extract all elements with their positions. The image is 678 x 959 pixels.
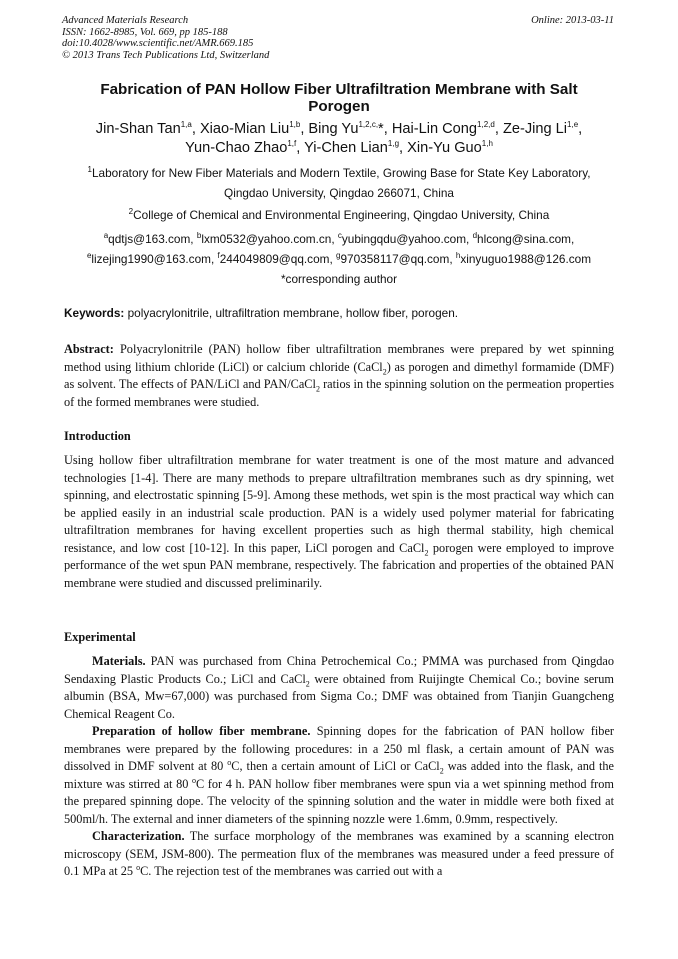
author-name: Yi-Chen Lian [304,140,388,156]
subscript: 2 [439,766,444,776]
abstract-text: ) as porogen and dimethyl formamide (DMF) as solvent. The effects of PAN/LiCl and PAN/CaCl [64,359,614,391]
author-name: Bing Yu [308,121,359,137]
affiliation-sup: 2 [128,207,134,217]
introduction-body [64,452,614,592]
subscript: 2 [305,678,310,688]
email-g[interactable]: 970358117@qq.com, [340,252,453,266]
preparation-text: C, then a certain amount of LiCl or CaCl [231,759,440,773]
author-name: Xin-Yu Guo [407,140,482,156]
title-line-2: Porogen [308,98,370,115]
paper-title [62,81,616,115]
degree-sup: o [191,775,196,785]
introduction-text: porogen were employed to improve performance of the wet spun PAN membrane, respectively. The fabrication and properties of the obtained PAN membrane were studied and discussed preliminarily. [64,540,614,590]
email-c[interactable]: yubingqdu@yahoo.com, [341,232,470,246]
preparation-label: Preparation of hollow fiber membrane. [92,724,311,738]
author-name: Jin-Shan Tan [95,121,181,137]
abstract-label: Abstract: [64,342,114,356]
degree-sup: o [136,862,141,872]
email-f[interactable]: 244049809@qq.com, [219,252,333,266]
doi-line: doi:10.4028/www.scientific.net/AMR.669.185 [62,38,254,49]
author-sup: 1,2,c, [358,120,379,130]
corresponding-author-note: *corresponding author [280,272,398,286]
corresponding-star: * [378,121,384,137]
degree-sup: o [227,757,232,767]
subscript: 2 [382,366,387,376]
email-a[interactable]: qdtjs@163.com, [108,232,194,246]
abstract-text: Polyacrylonitrile (PAN) hollow fiber ultrafiltration membranes were prepared by wet spinning method using lithium chloride (LiCl) or calcium chloride (CaCl [64,342,614,374]
affiliation-sup: 1 [87,165,92,175]
author-sup: 1,a [180,120,192,130]
online-date: Online: 2013-03-11 [531,15,614,26]
keywords [64,306,458,320]
email-d[interactable]: hlcong@sina.com, [477,232,575,246]
affiliation-1-line-2: Qingdao University, Qingdao 266071, China [224,186,454,200]
copyright-line: © 2013 Trans Tech Publications Ltd, Switzerland [62,49,270,61]
author-name: Hai-Lin Cong [391,121,478,137]
characterization-label: Characterization. [92,829,185,843]
affiliation-1-line-1: Laboratory for New Fiber Materials and Modern Textile, Growing Base for State Key Laboratory, [91,166,591,180]
preparation-text: Spinning dopes for the fabrication of PAN hollow fiber membranes were prepared by the following procedures: in a 250 ml flask, a certain amount of PAN was dissolved in DMF solvent at 80 [64,724,614,773]
introduction-heading: Introduction [64,429,131,443]
abstract [64,341,614,411]
author-name: Ze-Jing Li [502,121,568,137]
journal-header [62,15,269,61]
keywords-text: polyacrylonitrile, ultrafiltration membrane, hollow fiber, porogen. [127,306,459,320]
affiliation-2-text: College of Chemical and Environmental Engineering, Qingdao University, China [133,208,550,222]
characterization-text: C. The rejection test of the membranes was carried out with a [140,864,443,878]
author-sup: 1,h [481,139,493,149]
author-sup: 1,e [567,120,579,130]
subscript: 2 [315,384,320,394]
author-name: Xiao-Mian Liu [199,121,290,137]
author-sup: 1,f [287,139,297,149]
email-list: $^a$qdtjs@163.com, $^b$lxm0532@yahoo.com.cn, $^c$yubingqdu@yahoo.com, $^d$hlcong@sina.com, $^e$lizejing1990@163.com, $^f$244049809@qq.com, $^g$970358117@qq.com, $^h$xinyuguo1988@126.com *corresponding author [62,229,616,289]
experimental-body [64,653,614,881]
preparation-text: was added into the flask, and the mixture was stirred at 80 [64,759,615,791]
materials-text: were obtained from Ruijingte Chemical Co.; bovine serum albumin (BSA, Mw=67,000) was purchased from Sigma Co.; DMF was obtained from Tianjin Guangcheng Chemical Reagent Co. [64,671,614,721]
materials-label: Materials. [92,654,146,668]
preparation-text: C for 4 h. PAN hollow fiber membranes were spun via a wet spinning method from the prepared spinning dope. The velocity of the spinning solution and the water in middle were both fixed at 500ml/h. The external and inner diameters of the spinning nozzle were 1.6mm, 0.9mm, respectively. [64,776,614,826]
author-sup: 1,2,d [477,120,495,130]
affiliation-1 [62,163,616,203]
email-b[interactable]: lxm0532@yahoo.com.cn, [201,232,335,246]
materials-text: PAN was purchased from China Petrochemical Co.; PMMA was purchased from Qingdao Sendaxing Plastic Products Co.; LiCl and CaCl [64,654,615,686]
keywords-label: Keywords: [64,306,125,320]
author-sup: 1,g [387,139,400,149]
email-e[interactable]: lizejing1990@163.com, [91,252,215,266]
affiliation-2 [62,205,616,225]
subscript: 2 [424,547,429,557]
experimental-heading: Experimental [64,630,136,644]
introduction-text: Using hollow fiber ultrafiltration membrane for water treatment is one of the most mature and advanced technologies [1-4]. There are many methods to prepare ultrafiltration membranes such as dry spinning, wet spinning, and electrostatic spinning [5-9]. Among these methods, wet spin is the most practical way which can be applied easily in an industrial scale production. PAN is a widely used polymer material for fabricating ultrafiltration membranes for having excellent properties such as high thermal stability, high chemical resistance, and low cost [10-12]. In this paper, LiCl porogen and CaCl [64,453,614,555]
email-h[interactable]: xinyuguo1988@126.com [460,252,592,266]
abstract-text: ratios in the spinning solution on the permeation properties of the formed membranes were studied. [64,377,614,409]
title-line-1: Fabrication of PAN Hollow Fiber Ultrafiltration Membrane with Salt [100,81,578,98]
journal-name: Advanced Materials Research [62,15,189,26]
author-sup: 1,b [289,120,301,130]
author-list: Jin-Shan Tan$^{1,a}$, Xiao-Mian Liu$^{1,b}$, Bing $Yu^{1,2,c,}*$, Hai-Lin Cong$^{1,2,d}$, Ze-Jing Li$^{1,e}$, Yun-Chao Zhao$^{1,f}$, Yi-Chen Lian$^{1,g}$, Xin-Yu Guo$^{1,h}$ [95,120,583,156]
issn-line: ISSN: 1662-8985, Vol. 669, pp 185-188 [62,26,228,38]
author-name: Yun-Chao Zhao [185,140,288,156]
characterization-text: The surface morphology of the membranes was examined by a scanning electron microscopy (SEM, JSM-800). The permeation flux of the membranes was measured under a feed pressure of 0.1 MPa at 25 [64,829,615,878]
